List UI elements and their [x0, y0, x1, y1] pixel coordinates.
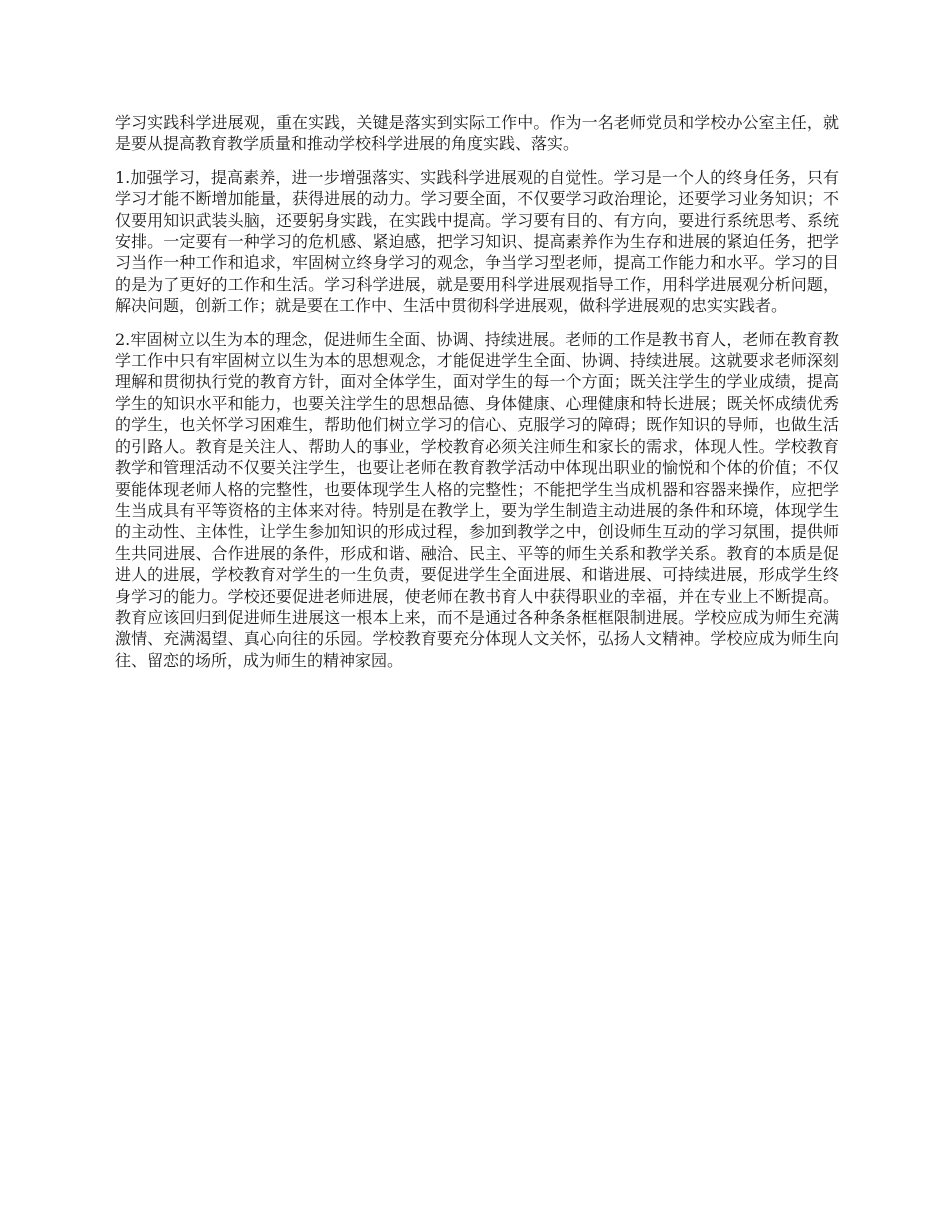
paragraph-1: 1.加强学习，提高素养，进一步增强落实、实践科学进展观的自觉性。学习是一个人的终身任务，只有学习才能不断增加能量，获得进展的动力。学习要全面，不仅要学习政治理论，还要学习业务知识；不仅要用知识武装头脑，还要躬身实践，在实践中提高。学习要有目的、有方向，要进行系统思考、系统安排。一定要有一种学习的危机感、紧迫感，把学习知识、提高素养作为生存和进展的紧迫任务，把学习当作一种工作和追求，牢固树立终身学习的观念，争当学习型老师，提高工作能力和水平。学习的目的是为了更好的工作和生活。学习科学进展，就是要用科学进展观指导工作，用科学进展观分析问题，解决问题，创新工作；就是要在工作中、生活中贯彻科学进展观，做科学进展观的忠实实践者。: [115, 167, 839, 316]
document-body: [115, 112, 839, 683]
paragraph-intro: 学习实践科学进展观，重在实践，关键是落实到实际工作中。作为一名老师党员和学校办公室主任，就是要从提高教育教学质量和推动学校科学进展的角度实践、落实。: [115, 113, 839, 154]
paragraph-2: 2.牢固树立以生为本的理念，促进师生全面、协调、持续进展。老师的工作是教书育人，老师在教育教学工作中只有牢固树立以生为本的思想观念，才能促进学生全面、协调、持续进展。这就要求老师深刻理解和贯彻执行党的教育方针，面对全体学生，面对学生的每一个方面；既关注学生的学业成绩，提高学生的知识水平和能力，也要关注学生的思想品德、身体健康、心理健康和特长进展；既关怀成绩优秀的学生，也关怀学习困难生，帮助他们树立学习的信心、克服学习的障碍；既作知识的导师，也做生活的引路人。教育是关注人、帮助人的事业，学校教育必须关注师生和家长的需求，体现人性。学校教育教学和管理活动不仅要关注学生，也要让老师在教育教学活动中体现出职业的愉悦和个体的价值；不仅要能体现老师人格的完整性，也要体现学生人格的完整性；不能把学生当成机器和容器来操作，应把学生当成具有平等资格的主体来对待。特别是在教学上，要为学生制造主动进展的条件和环境，体现学生的主动性、主体性，让学生参加知识的形成过程，参加到教学之中，创设师生互动的学习氛围，提供师生共同进展、合作进展的条件，形成和谐、融洽、民主、平等的师生关系和教学关系。教育的本质是促进人的进展，学校教育对学生的一生负责，要促进学生全面进展、和谐进展、可持续进展，形成学生终身学习的能力。学校还要促进老师进展，使老师在教书育人中获得职业的幸福，并在专业上不断提高。教育应该回归到促进师生进展这一根本上来，而不是通过各种条条框框限制进展。学校应成为师生充满激情、充满渴望、真心向往的乐园。学校教育要充分体现人文关怀，弘扬人文精神。学校应成为师生向往、留恋的场所，成为师生的精神家园。: [115, 329, 839, 670]
